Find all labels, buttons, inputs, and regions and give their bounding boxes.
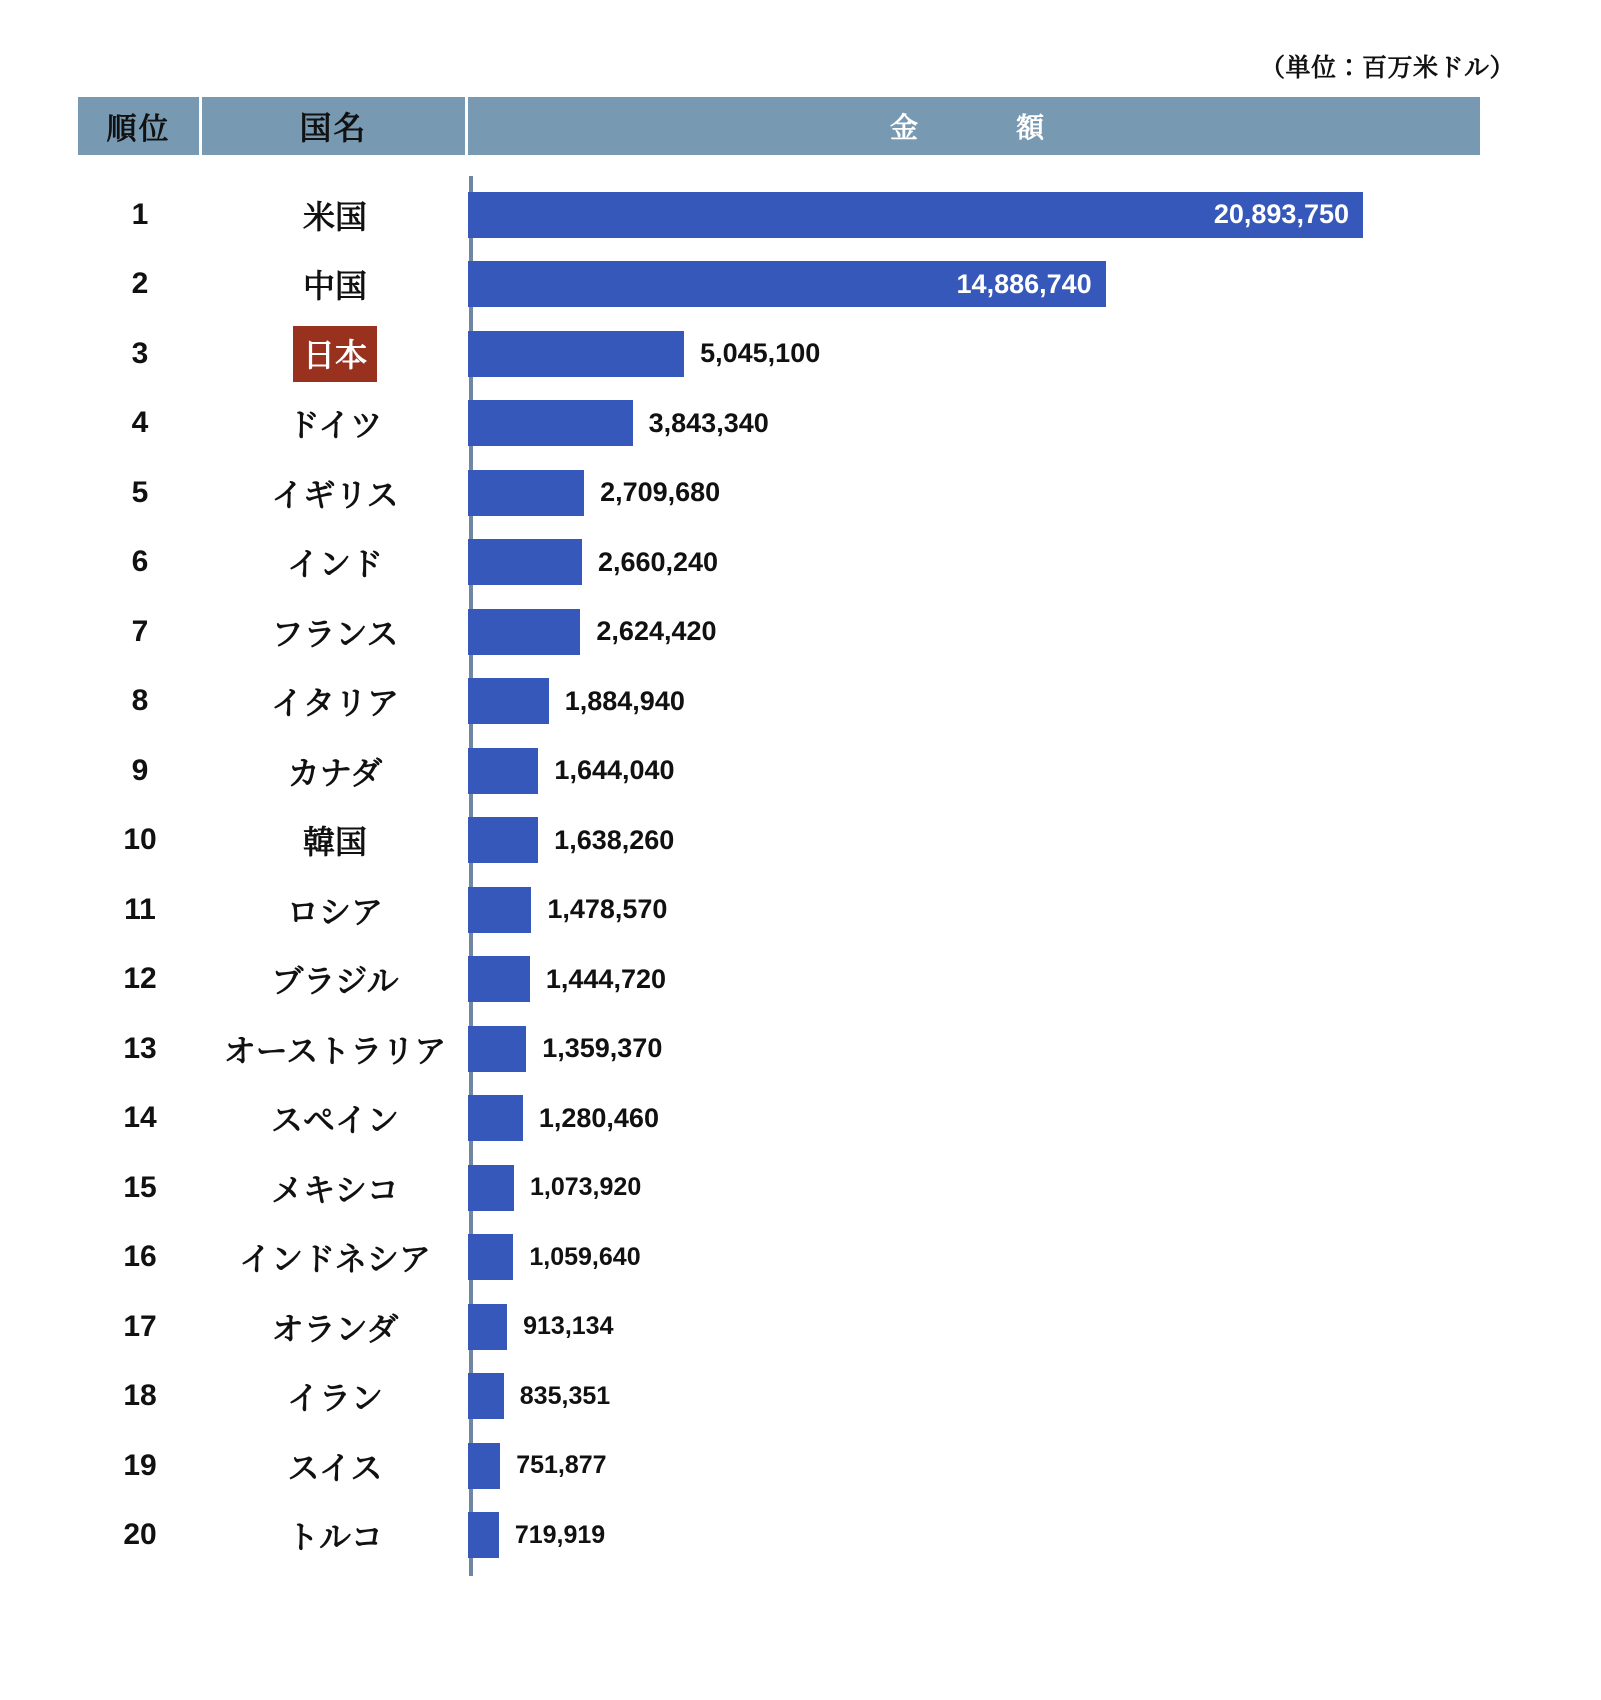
country-label: スペイン xyxy=(270,1102,399,1139)
value-bar xyxy=(468,1304,507,1350)
country-label: オランダ xyxy=(271,1310,399,1347)
bar-value-label: 913,134 xyxy=(523,1312,614,1341)
country-label: 中国 xyxy=(302,268,367,305)
table-row xyxy=(78,806,1480,876)
country-cell xyxy=(202,539,468,585)
rank-cell: 6 xyxy=(131,545,149,579)
bar-value-label: 5,045,100 xyxy=(700,338,821,369)
column-header-country: 国名 xyxy=(202,97,468,155)
country-label: 韓国 xyxy=(302,824,367,861)
bar-value-label: 2,660,240 xyxy=(597,546,719,577)
table-row xyxy=(78,945,1480,1015)
value-bar xyxy=(468,748,538,794)
rank-cell: 19 xyxy=(123,1448,157,1482)
bar-value-label: 1,478,570 xyxy=(547,894,668,925)
rank-cell: 13 xyxy=(123,1031,157,1065)
country-label: イタリア xyxy=(270,685,399,722)
value-bar xyxy=(468,539,582,585)
country-label: イラン xyxy=(286,1380,383,1417)
table-row xyxy=(78,1014,1480,1084)
country-label: トルコ xyxy=(286,1519,383,1556)
value-bar xyxy=(468,1095,523,1141)
bar-area xyxy=(468,597,1480,667)
rank-cell: 4 xyxy=(131,406,149,440)
value-bar xyxy=(468,609,580,655)
country-label: ブラジル xyxy=(271,963,399,1000)
country-cell xyxy=(202,678,468,724)
rank-cell: 18 xyxy=(123,1379,157,1413)
country-cell xyxy=(202,261,468,307)
bar-value-label: 751,877 xyxy=(516,1451,607,1480)
bar-area xyxy=(468,1431,1480,1501)
rank-cell: 12 xyxy=(123,962,157,996)
bar-value-label: 2,709,680 xyxy=(600,477,721,508)
table-row xyxy=(78,1223,1480,1293)
rank-cell: 17 xyxy=(123,1309,157,1343)
table-row xyxy=(78,1153,1480,1223)
rank-cell: 5 xyxy=(131,475,149,509)
rank-cell: 11 xyxy=(124,892,156,926)
country-label: カナダ xyxy=(287,754,383,791)
country-label: 日本 xyxy=(293,326,377,382)
bar-value-label: 2,624,420 xyxy=(596,616,717,647)
table-row xyxy=(78,1431,1480,1501)
country-cell xyxy=(202,748,468,794)
bar-area xyxy=(468,1223,1480,1293)
rank-cell: 3 xyxy=(131,336,149,370)
country-cell xyxy=(202,1234,468,1280)
value-bar xyxy=(468,1443,500,1489)
country-cell xyxy=(202,1165,468,1211)
bar-value-label: 14,886,740 xyxy=(956,268,1092,299)
bar-value-label: 20,893,750 xyxy=(1213,199,1349,230)
bar-value-label: 1,073,920 xyxy=(530,1173,642,1202)
rank-cell: 8 xyxy=(131,684,149,718)
bar-value-label: 835,351 xyxy=(519,1381,611,1410)
table-row xyxy=(78,1362,1480,1432)
table-row xyxy=(78,180,1480,250)
bar-area xyxy=(468,180,1480,250)
bar-area xyxy=(468,875,1480,945)
country-cell xyxy=(202,400,468,446)
country-label: インドネシア xyxy=(239,1241,431,1278)
table-header xyxy=(78,97,1480,155)
country-cell xyxy=(202,470,468,516)
value-bar xyxy=(468,470,584,516)
rank-cell: 7 xyxy=(131,614,149,648)
country-label: フランス xyxy=(271,615,399,652)
bar-value-label: 1,638,260 xyxy=(554,824,675,855)
country-cell xyxy=(202,1443,468,1489)
country-cell xyxy=(202,887,468,933)
bar-area xyxy=(468,319,1480,389)
table-row xyxy=(78,597,1480,667)
rank-cell: 9 xyxy=(131,753,149,787)
table-row xyxy=(78,389,1480,459)
country-cell xyxy=(202,1373,468,1419)
country-cell xyxy=(202,192,468,238)
country-label: イギリス xyxy=(271,476,399,513)
country-cell xyxy=(202,1095,468,1141)
table-row xyxy=(78,250,1480,320)
bar-value-label: 1,644,040 xyxy=(554,755,675,786)
country-label: ロシア xyxy=(286,893,383,930)
country-cell xyxy=(202,1512,468,1558)
table-row xyxy=(78,667,1480,737)
value-bar xyxy=(468,1026,526,1072)
table-row xyxy=(78,1084,1480,1154)
bar-area xyxy=(468,1014,1480,1084)
value-bar xyxy=(468,887,531,933)
bar-value-label: 1,444,720 xyxy=(545,963,666,994)
bar-area xyxy=(468,1501,1480,1571)
bar-value-label: 3,843,340 xyxy=(648,407,769,438)
table-row xyxy=(78,736,1480,806)
country-cell xyxy=(202,817,468,863)
chart-rows xyxy=(78,180,1480,1570)
table-row xyxy=(78,458,1480,528)
rank-cell: 15 xyxy=(123,1170,157,1204)
value-bar xyxy=(468,400,633,446)
bar-area xyxy=(468,736,1480,806)
unit-note: （単位：百万米ドル） xyxy=(1259,54,1515,82)
country-label: インド xyxy=(286,546,383,583)
rank-cell: 10 xyxy=(123,823,157,857)
rank-cell: 2 xyxy=(131,267,149,301)
bar-value-label: 1,059,640 xyxy=(529,1242,641,1271)
bar-area xyxy=(468,667,1480,737)
rank-cell: 1 xyxy=(131,197,149,231)
country-cell xyxy=(202,1026,468,1072)
column-header-amount: 金 額 xyxy=(468,97,1480,155)
value-bar xyxy=(468,1373,504,1419)
rank-cell: 20 xyxy=(123,1518,157,1552)
country-label: メキシコ xyxy=(271,1171,399,1208)
bar-area xyxy=(468,1084,1480,1154)
value-bar xyxy=(468,956,530,1002)
table-row xyxy=(78,875,1480,945)
column-header-rank: 順位 xyxy=(78,97,202,155)
value-bar xyxy=(468,1165,514,1211)
value-bar xyxy=(468,261,1106,307)
bar-area xyxy=(468,1362,1480,1432)
country-cell-highlighted xyxy=(202,326,468,382)
bar-value-label: 1,280,460 xyxy=(538,1102,659,1133)
rank-cell: 16 xyxy=(123,1240,157,1274)
bar-area xyxy=(468,1153,1480,1223)
bar-area xyxy=(468,458,1480,528)
country-label: 米国 xyxy=(302,198,367,235)
table-row xyxy=(78,1501,1480,1571)
table-row xyxy=(78,319,1480,389)
value-bar xyxy=(468,1234,513,1280)
bar-value-label: 719,919 xyxy=(514,1520,606,1549)
bar-value-label: 1,884,940 xyxy=(564,685,685,716)
bar-area xyxy=(468,1292,1480,1362)
bar-area xyxy=(468,250,1480,320)
table-row xyxy=(78,1292,1480,1362)
bar-area xyxy=(468,389,1480,459)
country-cell xyxy=(202,609,468,655)
country-cell xyxy=(202,956,468,1002)
rank-cell: 14 xyxy=(123,1101,157,1135)
table-row xyxy=(78,528,1480,598)
bar-area xyxy=(468,945,1480,1015)
country-label: ドイツ xyxy=(287,407,383,444)
country-label: スイス xyxy=(287,1449,383,1486)
value-bar xyxy=(468,678,549,724)
value-bar xyxy=(468,817,538,863)
bar-value-label: 1,359,370 xyxy=(542,1033,663,1064)
value-bar xyxy=(468,331,684,377)
country-label: オーストラリア xyxy=(223,1032,447,1069)
country-cell xyxy=(202,1304,468,1350)
value-bar xyxy=(468,192,1363,238)
bar-area xyxy=(468,806,1480,876)
bar-area xyxy=(468,528,1480,598)
value-bar xyxy=(468,1512,499,1558)
